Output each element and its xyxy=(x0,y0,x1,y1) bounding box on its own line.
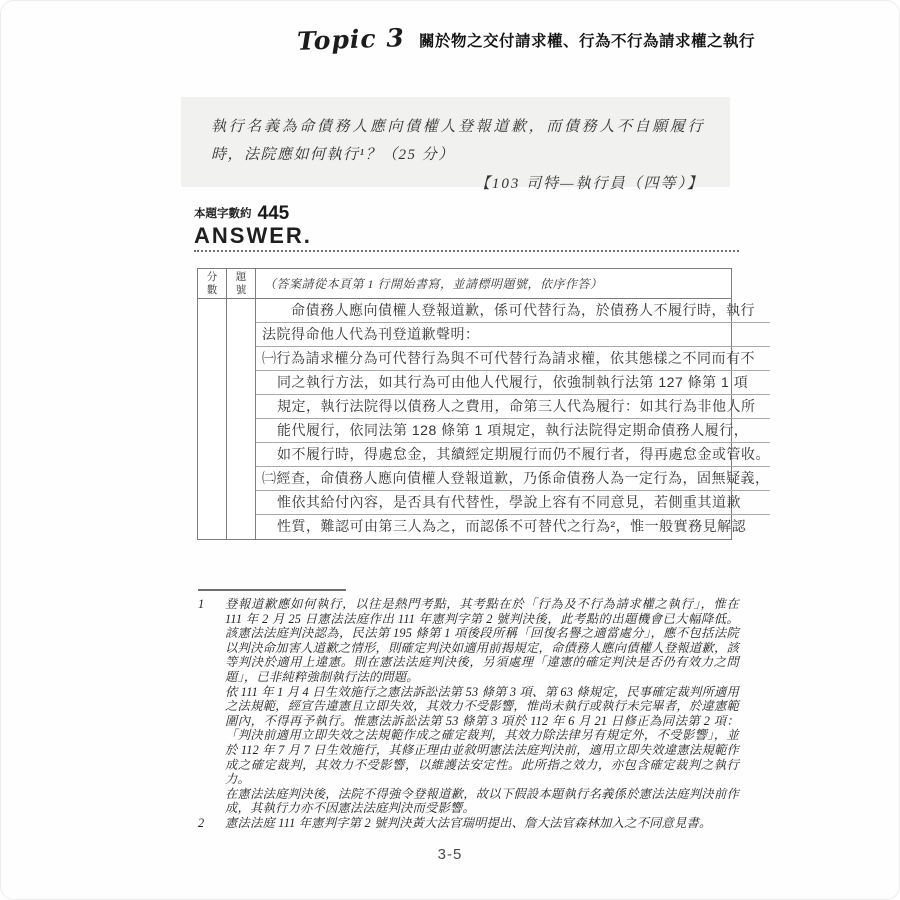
word-count-value: 445 xyxy=(257,203,290,224)
answer-line: 命債務人應向債權人登報道歉，係可代替行為，於債務人不履行時，執行 xyxy=(256,299,770,323)
question-number-column xyxy=(227,299,256,539)
answer-line: ㈠行為請求權分為可代替行為與不可代替行為請求權，依其態樣之不同而有不 xyxy=(256,347,770,371)
chapter-title: 關於物之交付請求權、行為不行為請求權之執行 xyxy=(418,32,755,50)
footnote-text xyxy=(225,597,739,816)
question-source: 【103 司特—執行員（四等）】 xyxy=(474,175,704,192)
answer-meta xyxy=(194,201,312,247)
answer-line: 能代履行，依同法第 128 條第 1 項規定，執行法院得定期命債務人履行， xyxy=(256,419,770,443)
footnote-paragraph: 在憲法法庭判決後，法院不得強令登報道歉，故以下假設本題執行名義係於憲法法庭判決前作成，其執行力亦不因憲法法庭判決而受影響。 xyxy=(225,786,739,816)
footnote-paragraph: 登報道歉應如何執行，以往是熱門考點，其考點在於「行為及不行為請求權之執行」，惟在 111 年 2 月 25 日憲法法庭作出 111 年憲判字第 2 號判決後，此考點的出題機會已大幅降低。該憲法法庭判決認為，民法第 195 條第 1 項後段所稱「回復名譽之適當處分」，應不包括法院以判決命加害人道歉之情形，則確定判決如適用前揭規定，命債務人應向債權人登報道歉，該等判決於適用上違憲。則在憲法法庭判決後，另須處理「違憲的確定判決是否仍有效力之問題」，已非純粹強制執行法的問題。 xyxy=(225,597,739,684)
footnote-text xyxy=(225,816,739,831)
question-box xyxy=(181,97,730,192)
answer-line: ㈡經查，命債務人應向債權人登報道歉，乃係命債務人為一定行為，固無疑義， xyxy=(256,467,770,491)
score-column xyxy=(198,299,227,539)
answer-line: 同之執行方法，如其行為可由他人代履行，依強制執行法第 127 條第 1 項 xyxy=(256,371,770,395)
dotted-divider xyxy=(194,250,739,252)
footnote-paragraph: 依 111 年 1 月 4 日生效施行之憲法訴訟法第 53 條第 3 項、第 63 條規定，民事確定裁判所適用之法規範，經宣告違憲且立即失效，其效力不受影響，惟尚未執行或執行未完畢者，於違憲範圍內，不得再予執行。惟憲法訴訟法第 53 條第 3 項於 112 年 6 月 21 日修正為同法第 2 項：「判決前適用立即失效之法規範作成之確定裁判，其效力除法律另有規定外，不受影響」，並於 112 年 7 月 7 日生效施行，其修正理由並敘明憲法法庭判決前，適用立即失效違憲法規範作成之確定裁判，其效力不受影響，以維護法安定性。此所指之效力，亦包含確定裁判之執行力。 xyxy=(225,684,739,787)
question-text: 執行名義為命債務人應向債權人登報道歉，而債務人不自願履行時，法院應如何執行¹？（25 分） xyxy=(211,119,704,163)
answer-sheet-table xyxy=(197,268,770,540)
running-head xyxy=(297,25,755,54)
topic-label: Topic 3 xyxy=(296,23,406,56)
footnote-number: 1 xyxy=(198,597,205,611)
footnote-divider xyxy=(198,589,346,591)
page-number: 3-5 xyxy=(437,846,463,863)
footnote-paragraph: 憲法法庭 111 年憲判字第 2 號判決黃大法官瑞明提出、詹大法官森林加入之不同意見書。 xyxy=(225,815,712,830)
footnote-number: 2 xyxy=(198,815,205,830)
answer-sheet-body xyxy=(198,299,770,539)
answer-heading: ANSWER. xyxy=(194,223,312,248)
question-number-column-header: 題號 xyxy=(227,269,256,298)
answer-line: 法院得命他人代為刊登道歉聲明： xyxy=(256,323,770,347)
answer-sheet-header xyxy=(198,269,731,299)
footnote-2 xyxy=(198,816,739,831)
answer-line: 規定，執行法院得以債務人之費用，命第三人代為履行：如其行為非他人所 xyxy=(256,395,770,419)
footnote-1 xyxy=(198,597,739,816)
answer-line: 性質，難認可由第三人為之，而認係不可替代之行為²，惟一般實務見解認 xyxy=(277,518,747,534)
word-count xyxy=(194,201,312,224)
footnotes xyxy=(198,597,739,831)
answer-line: 如不履行時，得處怠金，其續經定期履行而仍不履行者，得再處怠金或管收。 xyxy=(256,443,770,467)
answer-sheet-instruction: （答案請從本頁第 1 行開始書寫，並請標明題號，依序作答） xyxy=(264,277,603,291)
score-column-header: 分數 xyxy=(198,269,227,298)
word-count-label: 本題字數約 xyxy=(194,207,252,220)
answer-line: 惟依其給付內容，是否具有代替性，學說上容有不同意見，若側重其道歉 xyxy=(256,491,770,515)
answer-lines xyxy=(256,299,770,539)
